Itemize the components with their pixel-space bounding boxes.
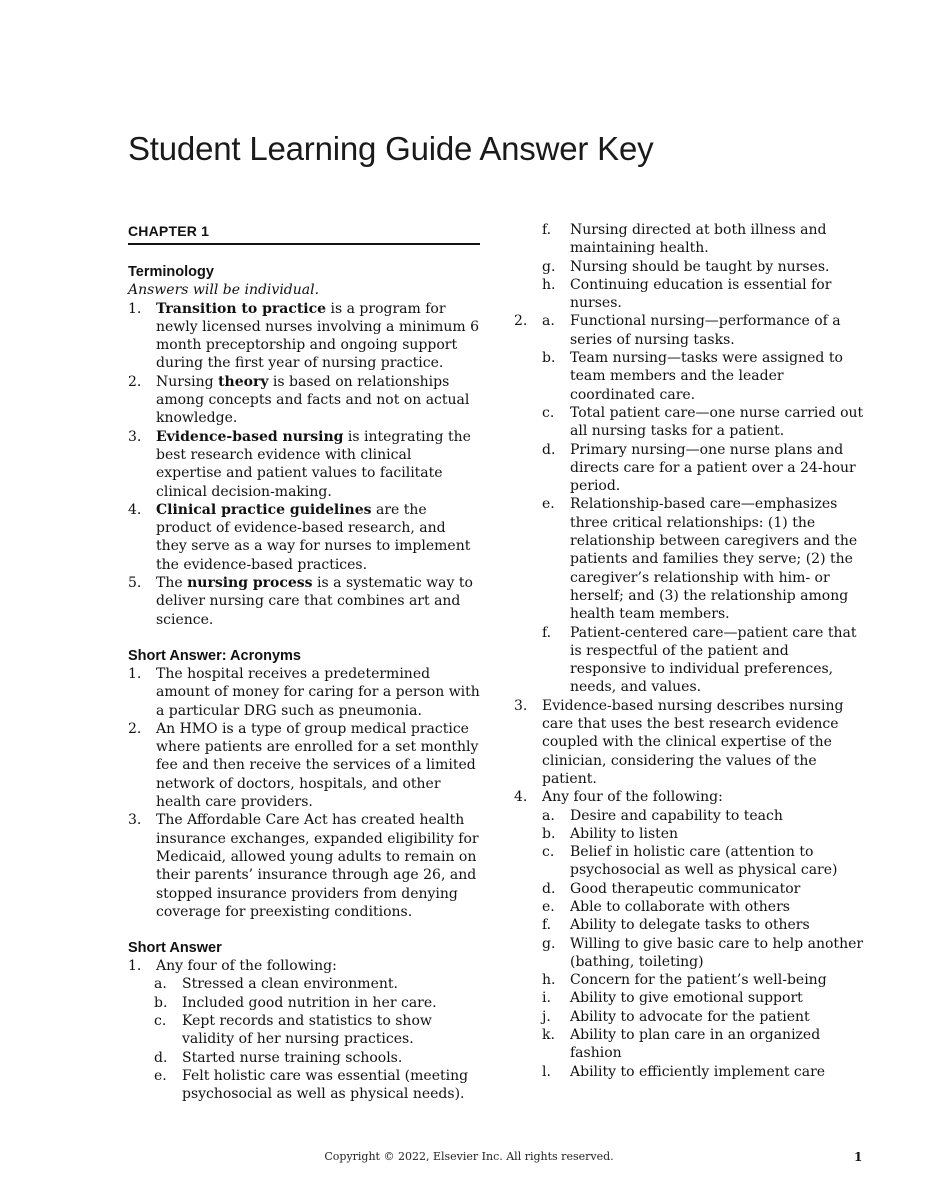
sub-item: b. Included good nutrition in her care. xyxy=(154,994,437,1011)
sub-item: b. Team nursing—tasks were assigned to team members and the leader coordinated care. xyxy=(542,350,843,403)
sub-item: e. Felt holistic care was essential (meeting psychosocial as well as physical needs). xyxy=(154,1067,469,1103)
sub-item: d. Started nurse training schools. xyxy=(154,1049,403,1066)
sub-item: a. Stressed a clean environment. xyxy=(154,976,398,993)
sub-item: e. Relationship-based care—emphasizes three critical relationships: (1) the relationship between caregivers and the patients and families they serve; (2) the caregiver’s relationship with him- or herself; and (3) the relationship among health team members. xyxy=(542,496,858,623)
chapter-heading: CHAPTER 1 xyxy=(128,222,480,245)
list-item: 4. Any four of the following: xyxy=(514,789,723,806)
list-item: 3. Evidence-based nursing is integrating the best research evidence with clinical expertise and patient values to facilitate clinical decision-making. xyxy=(128,428,471,500)
sub-item: g. Willing to give basic care to help another (bathing, toileting) xyxy=(542,935,864,970)
acronyms-list xyxy=(128,665,480,921)
left-column xyxy=(128,222,480,1103)
sub-item: c. Belief in holistic care (attention to psychosocial as well as physical care) xyxy=(542,844,838,879)
sub-item: d. Primary nursing—one nurse plans and directs care for a patient over a 24-hour period. xyxy=(542,441,856,495)
sub-item: d. Good therapeutic communicator xyxy=(542,880,801,897)
list-item: 3. Evidence-based nursing describes nursing care that uses the best research evidence coupled with the clinical expertise of the clinician, considering the values of the patient. xyxy=(514,697,844,787)
sub-item: 2. a. Functional nursing—performance of a series of nursing tasks. xyxy=(514,313,841,348)
list-item: 5. The nursing process is a systematic way to deliver nursing care that combines art and science. xyxy=(128,575,473,628)
list-item: 2. An HMO is a type of group medical practice where patients are enrolled for a set monthly fee and then receive the services of a limited network of doctors, hospitals, and other health care providers. xyxy=(128,720,479,811)
sub-item: h. Continuing education is essential for nurses. xyxy=(542,276,832,312)
list-item: 2. Nursing theory is based on relationships among concepts and facts and not on actual knowledge. xyxy=(128,373,470,427)
sub-item: g. Nursing should be taught by nurses. xyxy=(542,258,830,275)
terminology-note: Answers will be individual. xyxy=(128,282,320,299)
sub-item: f. Ability to delegate tasks to others xyxy=(542,917,810,934)
sub-item: e. Able to collaborate with others xyxy=(542,898,790,915)
sub-item: c. Total patient care—one nurse carried out all nursing tasks for a patient. xyxy=(542,404,864,440)
acronyms-heading: Short Answer: Acronyms xyxy=(128,647,301,664)
copyright-footer: Copyright © 2022, Elsevier Inc. All rights reserved. xyxy=(324,1150,614,1163)
page-title: Student Learning Guide Answer Key xyxy=(128,130,654,167)
list-item: 1. Transition to practice is a program for newly licensed nurses involving a minimum 6 month preceptorship and ongoing support during the first year of nursing practice. xyxy=(128,300,480,372)
sub-item: j. Ability to advocate for the patient xyxy=(542,1008,810,1025)
list-item: 1. Any four of the following: xyxy=(128,958,337,975)
page-number: 1 xyxy=(854,1150,863,1164)
sub-item: h. Concern for the patient’s well-being xyxy=(542,972,827,989)
right-column xyxy=(514,221,866,1081)
list-item: 3. The Affordable Care Act has created health insurance exchanges, expanded eligibility for Medicaid, allowed young adults to remain on their parents’ insurance through age 26, and stopped insurance providers from denying coverage for preexisting conditions. xyxy=(128,812,479,920)
sub-item: f. Nursing directed at both illness and maintaining health. xyxy=(542,222,827,257)
sub-item: c. Kept records and statistics to show validity of her nursing practices. xyxy=(154,1012,432,1048)
sub-item: i. Ability to give emotional support xyxy=(542,990,803,1007)
sub-item: a. Desire and capability to teach xyxy=(542,807,783,824)
list-item: 4. Clinical practice guidelines are the product of evidence-based research, and they serve as a way for nurses to implement the evidence-based practices. xyxy=(128,501,471,573)
sub-item: l. Ability to efficiently implement care xyxy=(542,1063,826,1080)
sub-item: f. Patient-centered care—patient care that is respectful of the patient and responsive to individual preferences, needs, and values. xyxy=(542,624,857,696)
short-answer-sublist xyxy=(128,975,480,1103)
list-item: 1. The hospital receives a predetermined amount of money for caring for a person with a particular DRG such as pneumonia. xyxy=(128,665,480,719)
short-answer-heading: Short Answer xyxy=(128,940,222,957)
terminology-heading: Terminology xyxy=(128,264,214,281)
sub-item: b. Ability to listen xyxy=(542,825,679,842)
sub-item: k. Ability to plan care in an organized fashion xyxy=(542,1027,821,1062)
terminology-list xyxy=(128,300,480,629)
